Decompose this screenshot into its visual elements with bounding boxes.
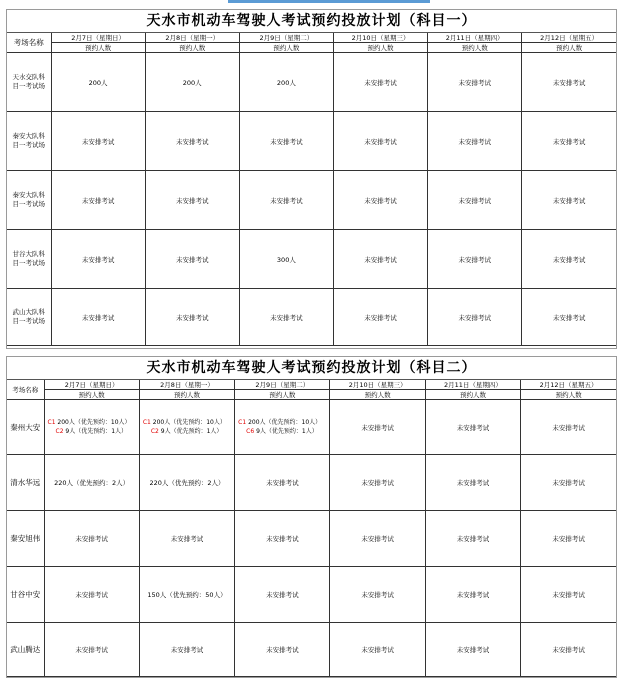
table-cell: 未安排考试: [330, 400, 425, 455]
count-subheader: 预约人数: [51, 43, 145, 53]
table-cell: 未安排考试: [139, 623, 234, 677]
table-cell: 未安排考试: [235, 567, 330, 623]
table-cell: 未安排考试: [44, 511, 139, 567]
table-cell: 未安排考试: [51, 289, 145, 346]
table-cell: 未安排考试: [428, 230, 522, 289]
cell-line: [143, 418, 234, 427]
table-cell: 200人: [239, 53, 333, 112]
table-row: [7, 623, 616, 677]
table-cell: 未安排考试: [139, 511, 234, 567]
venue-name: 甘谷大队科目一考试场: [7, 230, 51, 289]
table-cell: 未安排考试: [333, 171, 427, 230]
table-cell: 未安排考试: [145, 230, 239, 289]
table-cell: 未安排考试: [521, 567, 616, 623]
table-cell: 未安排考试: [428, 53, 522, 112]
cell-line: [238, 418, 329, 427]
table-cell: 未安排考试: [51, 230, 145, 289]
table-cell: 未安排考试: [522, 53, 616, 112]
table-cell: 未安排考试: [521, 511, 616, 567]
schedule-table-subject-one: [6, 9, 617, 349]
license-class-tag: C2: [55, 428, 64, 435]
cell-line: [48, 427, 139, 436]
table-row: [7, 400, 616, 455]
table-cell: 未安排考试: [330, 567, 425, 623]
license-class-tag: C2: [150, 428, 159, 435]
venue-name: 武山腾达: [7, 623, 44, 677]
cell-line: [48, 418, 139, 427]
count-subheader: 预约人数: [428, 43, 522, 53]
cell-text: 9人（优先预约：1人）: [158, 428, 223, 435]
table-cell: 未安排考试: [425, 567, 520, 623]
venue-name: 秦州大安: [7, 400, 44, 455]
license-class-tag: C1: [47, 419, 56, 426]
count-subheader: 预约人数: [333, 43, 427, 53]
table-cell: 未安排考试: [521, 623, 616, 677]
venue-name: 清水华远: [7, 455, 44, 511]
table-cell: 未安排考试: [44, 567, 139, 623]
table-cell: 未安排考试: [522, 112, 616, 171]
table-cell: 220人（优先预约：2人）: [44, 455, 139, 511]
date-header: 2月12日（星期五）: [522, 33, 616, 43]
table-row: [7, 567, 616, 623]
date-header: 2月8日（星期一）: [145, 33, 239, 43]
count-subheader: 预约人数: [239, 43, 333, 53]
count-subheader: 预约人数: [44, 390, 139, 400]
cell-text: 9人（优先预约：1人）: [63, 428, 128, 435]
table-cell: 未安排考试: [44, 623, 139, 677]
date-header: 2月8日（星期一）: [139, 380, 234, 390]
table-title: 天水市机动车驾驶人考试预约投放计划（科目一）: [7, 10, 616, 33]
table-cell: 220人（优先预约：2人）: [139, 455, 234, 511]
table-cell: 未安排考试: [51, 112, 145, 171]
license-class-tag: C1: [238, 419, 247, 426]
table-row: [7, 53, 616, 112]
cell-text: 200人（优先预约：10人）: [246, 419, 322, 426]
count-subheader: 预约人数: [522, 43, 616, 53]
date-header: 2月9日（星期二）: [239, 33, 333, 43]
date-header: 2月12日（星期五）: [521, 380, 616, 390]
table-cell: 未安排考试: [145, 112, 239, 171]
table-cell: 未安排考试: [333, 230, 427, 289]
license-class-tag: C6: [246, 428, 255, 435]
cell-line: [238, 427, 329, 436]
top-accent-bar: [228, 0, 430, 3]
venue-name: 秦安大队科目一考试场: [7, 171, 51, 230]
table-cell: 未安排考试: [239, 171, 333, 230]
table-cell: 未安排考试: [333, 53, 427, 112]
venue-header: 考场名称: [7, 33, 51, 53]
count-subheader: 预约人数: [145, 43, 239, 53]
table-cell: 未安排考试: [521, 400, 616, 455]
date-header: 2月11日（星期四）: [428, 33, 522, 43]
table-cell: 200人: [51, 53, 145, 112]
table-cell: 未安排考试: [428, 171, 522, 230]
table-title: 天水市机动车驾驶人考试预约投放计划（科目二）: [7, 357, 616, 380]
table-cell: 未安排考试: [522, 171, 616, 230]
count-subheader: 预约人数: [425, 390, 520, 400]
table-cell: 未安排考试: [333, 289, 427, 346]
table-cell: 未安排考试: [51, 171, 145, 230]
license-class-tag: C1: [142, 419, 151, 426]
venue-name: 秦安大队科目一考试场: [7, 112, 51, 171]
table-cell: 未安排考试: [425, 455, 520, 511]
table-cell: 150人（优先预约：50人）: [139, 567, 234, 623]
cell-line: [143, 427, 234, 436]
table-row: [7, 455, 616, 511]
schedule-table: [7, 33, 616, 346]
venue-name: 武山大队科目一考试场: [7, 289, 51, 346]
table-cell: 未安排考试: [145, 171, 239, 230]
table-cell: 未安排考试: [333, 112, 427, 171]
table-cell: [139, 400, 234, 455]
table-row: [7, 511, 616, 567]
table-cell: 未安排考试: [330, 511, 425, 567]
table-cell: 未安排考试: [521, 455, 616, 511]
venue-name: 甘谷中安: [7, 567, 44, 623]
table-cell: 未安排考试: [145, 289, 239, 346]
schedule-table: [7, 380, 616, 677]
table-cell: 未安排考试: [428, 289, 522, 346]
table-cell: 未安排考试: [425, 623, 520, 677]
table-cell: 未安排考试: [428, 112, 522, 171]
table-cell: 未安排考试: [239, 112, 333, 171]
cell-text: 200人（优先预约：10人）: [55, 419, 131, 426]
date-header: 2月11日（星期四）: [425, 380, 520, 390]
table-row: [7, 230, 616, 289]
count-subheader: 预约人数: [521, 390, 616, 400]
count-subheader: 预约人数: [330, 390, 425, 400]
schedule-table-subject-two: [6, 356, 617, 678]
table-cell: [235, 400, 330, 455]
table-cell: 未安排考试: [425, 511, 520, 567]
count-subheader: 预约人数: [235, 390, 330, 400]
venue-name: 天水交队科目一考试场: [7, 53, 51, 112]
table-row: [7, 112, 616, 171]
date-header: 2月7日（星期日）: [51, 33, 145, 43]
table-cell: 未安排考试: [235, 623, 330, 677]
table-row: [7, 171, 616, 230]
table-cell: 200人: [145, 53, 239, 112]
table-cell: [44, 400, 139, 455]
table-cell: 未安排考试: [330, 623, 425, 677]
venue-header: 考场名称: [7, 380, 44, 400]
table-cell: 未安排考试: [522, 289, 616, 346]
table-cell: 未安排考试: [522, 230, 616, 289]
table-cell: 未安排考试: [330, 455, 425, 511]
table-row: [7, 289, 616, 346]
date-header: 2月10日（星期三）: [333, 33, 427, 43]
date-header: 2月9日（星期二）: [235, 380, 330, 390]
table-cell: 300人: [239, 230, 333, 289]
cell-text: 9人（优先预约：1人）: [254, 428, 318, 435]
venue-name: 秦安旭伟: [7, 511, 44, 567]
cell-text: 200人（优先预约：10人）: [150, 419, 226, 426]
table-cell: 未安排考试: [235, 455, 330, 511]
count-subheader: 预约人数: [139, 390, 234, 400]
table-cell: 未安排考试: [235, 511, 330, 567]
table-cell: 未安排考试: [239, 289, 333, 346]
table-cell: 未安排考试: [425, 400, 520, 455]
date-header: 2月10日（星期三）: [330, 380, 425, 390]
date-header: 2月7日（星期日）: [44, 380, 139, 390]
